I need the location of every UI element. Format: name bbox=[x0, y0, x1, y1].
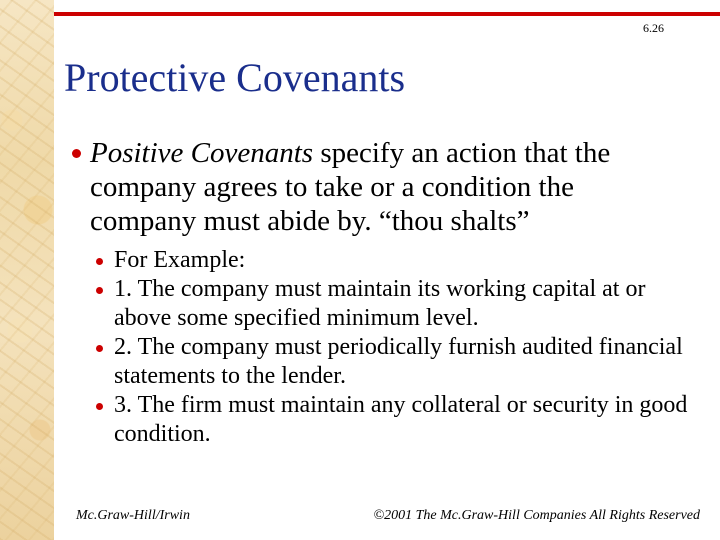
main-bullet bbox=[72, 136, 672, 238]
slide-number: 6.26 bbox=[643, 21, 664, 35]
sub-bullet-list bbox=[100, 246, 700, 449]
sub-bullet-text: For Example: bbox=[114, 247, 246, 273]
bullet-dot-icon bbox=[72, 149, 81, 158]
sub-bullet-text: 3. The firm must maintain any collateral or security in good condition. bbox=[114, 392, 688, 447]
bullet-dot-icon bbox=[96, 403, 103, 410]
bullet-dot-icon bbox=[96, 258, 103, 265]
sub-bullet bbox=[100, 391, 700, 449]
bullet-dot-icon bbox=[96, 287, 103, 294]
bullet-lead: Positive Covenants bbox=[90, 137, 314, 169]
footer-copyright: ©2001 The Mc.Graw-Hill Companies All Rights Reserved bbox=[373, 508, 700, 523]
sub-bullet bbox=[100, 246, 700, 275]
top-rule bbox=[54, 12, 720, 16]
footer-publisher: Mc.Graw-Hill/Irwin bbox=[76, 508, 190, 523]
main-bullet-list bbox=[72, 136, 672, 238]
sub-bullet bbox=[100, 333, 700, 391]
sub-bullet-text: 2. The company must periodically furnish audited financial statements to the lender. bbox=[114, 334, 683, 389]
sub-bullet-text: 1. The company must maintain its working capital at or above some specified minimum level. bbox=[114, 276, 646, 331]
bullet-text: specify an action that the company agrees to take or a condition the company must abide by. “thou shalts” bbox=[90, 137, 611, 237]
sub-bullet bbox=[100, 275, 700, 333]
decorative-sidebar bbox=[0, 0, 54, 540]
slide-title: Protective Covenants bbox=[64, 55, 406, 100]
bullet-dot-icon bbox=[96, 345, 103, 352]
